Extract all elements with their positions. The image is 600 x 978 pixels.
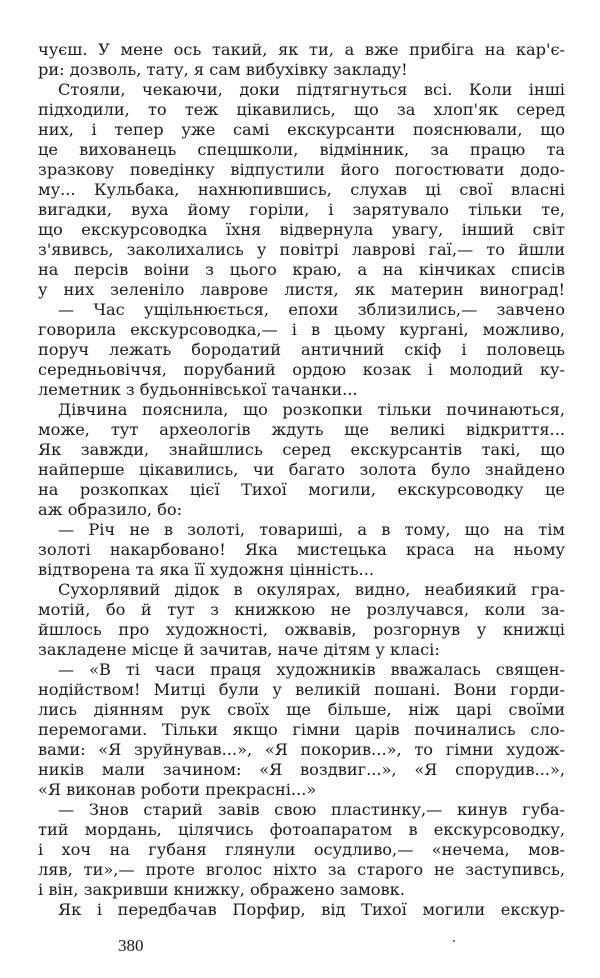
- text-line: Як і передбачав Порфир, від Тихої могили екскур-: [58, 900, 565, 919]
- text-line: йшлось про художності, ожвавів, розгорнув у книжці: [38, 620, 565, 639]
- text-line: аж образило, бо:: [38, 500, 183, 519]
- text-line: — Знов старий завів свою пластинку,— кинув губа-: [58, 800, 565, 819]
- text-line: ри: дозволь, тату, я сам вибухівку закладу!: [38, 60, 408, 79]
- page-body-text: [38, 40, 565, 920]
- text-line: зразкову поведінку відпустили його погостювати додо-: [38, 160, 565, 179]
- text-line: що екскурсоводка їхня відвернула увагу, інший світ: [38, 220, 565, 239]
- text-line: — «В ті часи праця художників вважалась священ-: [58, 660, 565, 679]
- text-line: говорила екскурсоводка,— і в цьому кургані, можливо,: [38, 320, 565, 339]
- text-line: з'явивсь, заколихались у повітрі лаврові гаї,— то йшли: [38, 240, 565, 259]
- text-line: них, і тепер уже самі екскурсанти пояснювали, що: [38, 120, 565, 139]
- text-line: Дівчина пояснила, що розкопки тільки починаються,: [58, 400, 565, 419]
- text-line: нодійством! Митці були у великій пошані. Вони горди-: [38, 680, 565, 699]
- text-line: поруч лежать бородатий античний скіф і половець: [38, 340, 565, 359]
- text-line: — Час ущільнюється, епохи зблизились,— завчено: [58, 300, 565, 319]
- text-line: мотій, бо й тут з книжкою не розлучався, коли за-: [38, 600, 565, 619]
- text-line: вами: «Я зруйнував...», «Я покорив...», то гімни худож-: [38, 740, 565, 759]
- text-line: Як завжди, знайшлись серед екскурсантів такі, що: [38, 440, 565, 459]
- text-line: — Річ не в золоті, товариші, а в тому, що на тім: [58, 520, 565, 539]
- text-line: на персів воіни з цього краю, а на кінчиках списів: [38, 260, 565, 279]
- text-line: Сухорлявий дідок в окулярах, видно, неабиякий гра-: [58, 580, 565, 599]
- text-line: на розкопках цієї Тихої могили, екскурсоводку це: [38, 480, 565, 499]
- text-line: закладене місце й зачитав, наче дітям у класі:: [38, 640, 440, 659]
- text-line: Стояли, чекаючи, доки підтягнуться всі. Коли інші: [58, 80, 565, 99]
- text-line: відтворена та яка її художня цінність...: [38, 560, 374, 579]
- text-line: леметник з будьоннівської тачанки...: [38, 380, 358, 399]
- text-line: і він, закривши книжку, ображено замовк.: [38, 880, 405, 899]
- text-line: середньовіччя, порубаний ордою козак і молодий ку-: [38, 360, 565, 379]
- text-line: лись діянням рук своїх ще більше, ніж царі своїми: [38, 700, 565, 719]
- text-line: підходили, то теж цікавились, що за хлоп'як серед: [38, 100, 565, 119]
- scan-speck: [453, 940, 455, 942]
- text-line: тий мордань, цілячись фотоапаратом в екскурсоводку,: [38, 820, 565, 839]
- text-line: це вихованець спецшколи, відмінник, за працю та: [38, 140, 565, 159]
- text-line: найперше цікавились, чи багато золота було знайдено: [38, 460, 565, 479]
- page-number: 380: [118, 936, 144, 955]
- text-line: ляв, ти»,— проте вголос ніхто за старого не заступивсь,: [38, 860, 565, 879]
- text-line: і хоч на губаня глянули осудливо,— «нечема, мов-: [38, 840, 565, 859]
- text-line: перемогами. Тільки якщо гімни царів починались сло-: [38, 720, 565, 739]
- text-line: у них зеленіло лаврове листя, як материн виноград!: [38, 280, 565, 299]
- text-line: му... Кульбака, нахнюпившись, слухав ці свої власні: [38, 180, 565, 199]
- text-line: чуєш. У мене ось такий, як ти, а вже прибіга на кар'є-: [38, 40, 565, 59]
- text-line: вигадки, вуха йому горіли, і зарятувало тільки те,: [38, 200, 565, 219]
- text-line: золоті накарбовано! Яка мистецька краса на ньому: [38, 540, 565, 559]
- text-line: ників мали зачином: «Я воздвиг...», «Я спорудив...»,: [38, 760, 565, 779]
- text-line: може, тут археологів ждуть ще великі відкриття...: [38, 420, 565, 439]
- text-line: «Я виконав роботи прекрасні...»: [38, 780, 317, 799]
